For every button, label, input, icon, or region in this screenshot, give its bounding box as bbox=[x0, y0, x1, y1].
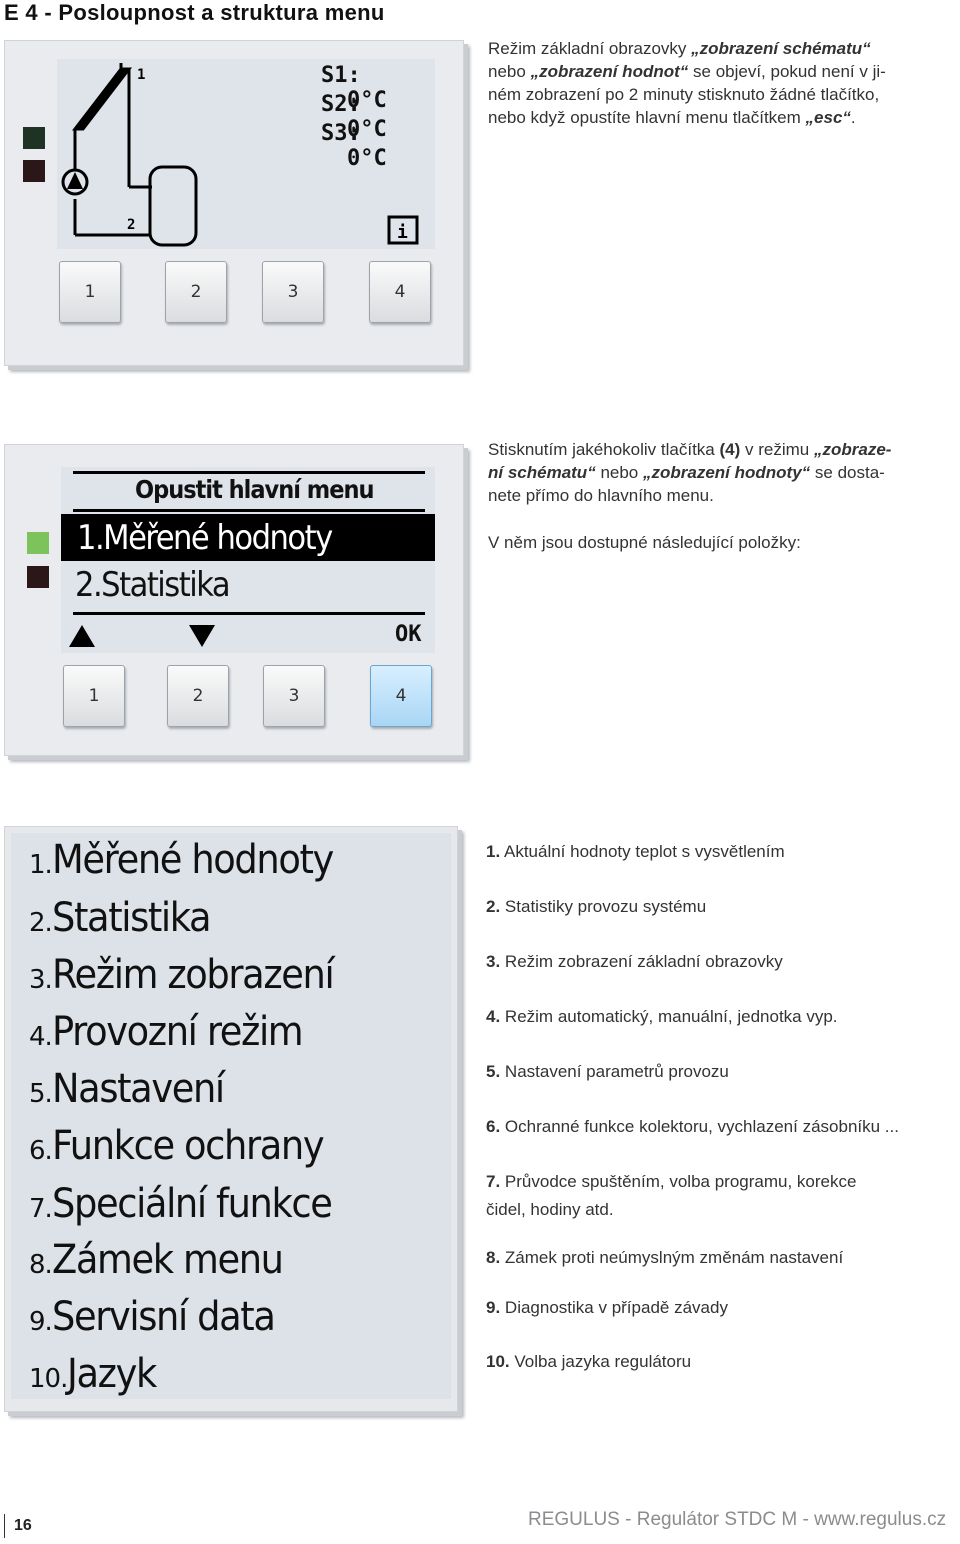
ok-label: OK bbox=[395, 622, 422, 647]
device-button-1[interactable]: 1 bbox=[63, 665, 125, 727]
description-text: Nastavení parametrů provozu bbox=[504, 1062, 729, 1081]
menu-description bbox=[486, 893, 956, 921]
menu-description bbox=[486, 838, 956, 866]
svg-text:i: i bbox=[397, 222, 408, 243]
menu-description bbox=[486, 1348, 956, 1376]
diagram-label-2: 2 bbox=[127, 217, 136, 233]
menu-description bbox=[486, 1003, 956, 1031]
lcd-screen-schematic bbox=[57, 59, 435, 249]
menu-list-item[interactable] bbox=[29, 1237, 302, 1283]
menu-item-label: Funkce ochrany bbox=[51, 1123, 324, 1169]
text-line: ném zobrazení po 2 minuty stisknuto žádné tlačítko, bbox=[488, 85, 880, 104]
sensor-value: 0°C bbox=[347, 88, 387, 113]
device-button-1[interactable]: 1 bbox=[59, 261, 121, 323]
device-button-3[interactable]: 3 bbox=[263, 665, 325, 727]
device-button-3[interactable]: 3 bbox=[262, 261, 324, 323]
menu-item-label: Jazyk bbox=[67, 1351, 157, 1397]
menu-description bbox=[486, 1294, 956, 1322]
menu-item-label: Servisní data bbox=[51, 1294, 275, 1340]
menu-list-item[interactable] bbox=[29, 895, 224, 941]
menu-list-item[interactable] bbox=[29, 1066, 239, 1112]
menu-item-selected[interactable] bbox=[61, 514, 435, 561]
lcd-screen-menu-list bbox=[11, 833, 451, 1399]
lcd-screen-menu bbox=[61, 467, 435, 653]
sensor-row-s3 bbox=[321, 121, 435, 171]
info-icon bbox=[389, 217, 417, 243]
sensor-value: 0°C bbox=[347, 117, 387, 142]
footer-brand: REGULUS - Regulátor STDC M - www.regulus.cz bbox=[528, 1509, 947, 1530]
menu-description bbox=[486, 1113, 956, 1141]
description-text: Diagnostika v případě závady bbox=[504, 1298, 728, 1317]
sensor-label: S3: bbox=[321, 121, 361, 146]
menu-item-number: 10. bbox=[29, 1364, 68, 1394]
description-number: 8. bbox=[486, 1248, 501, 1267]
sensor-label: S2: bbox=[321, 92, 361, 117]
emphasis: „zobrazení schématu“ bbox=[691, 39, 871, 58]
text-line: ní schématu“ nebo „zobrazení hodnoty“ se dosta- bbox=[488, 463, 885, 482]
lcd-divider bbox=[73, 471, 425, 474]
intro-paragraph bbox=[488, 37, 953, 129]
menu-list-item[interactable] bbox=[29, 1181, 356, 1227]
text-line: V něm jsou dostupné následující položky: bbox=[488, 533, 801, 552]
pump-icon bbox=[63, 170, 87, 194]
page-number: 16 bbox=[14, 1517, 32, 1534]
text-line: Stisknutím jakéhokoliv tlačítka (4) v režimu „zobraze- bbox=[488, 440, 892, 459]
description-number: 3. bbox=[486, 952, 501, 971]
text-line: nebo „zobrazení hodnot“ se objeví, pokud není v ji- bbox=[488, 62, 886, 81]
description-number: 10. bbox=[486, 1352, 510, 1371]
status-led-2 bbox=[27, 566, 49, 588]
menu-list-item[interactable] bbox=[29, 1123, 347, 1169]
menu-item-number: 9. bbox=[29, 1307, 52, 1337]
menu-item-number: 7. bbox=[29, 1194, 52, 1224]
menu-item-label: Nastavení bbox=[51, 1066, 224, 1112]
menu-item[interactable]: 2.Statistika bbox=[75, 565, 230, 605]
description-text: Režim automatický, manuální, jednotka vyp. bbox=[504, 1007, 838, 1026]
menu-list-item[interactable] bbox=[29, 1009, 324, 1055]
diagram-label-1: 1 bbox=[137, 67, 146, 83]
footer-rule bbox=[4, 1514, 5, 1538]
description-text-continued: čidel, hodiny atd. bbox=[486, 1200, 614, 1219]
menu-description bbox=[486, 948, 956, 976]
description-number: 5. bbox=[486, 1062, 501, 1081]
section-heading: E 4 - Posloupnost a struktura menu bbox=[4, 0, 385, 25]
menu-item-label: Statistika bbox=[51, 895, 211, 941]
status-led-1 bbox=[23, 127, 45, 149]
description-number: 7. bbox=[486, 1172, 501, 1191]
device-button-2[interactable]: 2 bbox=[165, 261, 227, 323]
down-arrow-icon bbox=[189, 625, 215, 647]
lcd-divider bbox=[73, 612, 425, 615]
text-line: nebo když opustíte hlavní menu tlačítkem „esc“. bbox=[488, 108, 856, 127]
menu-item-label: Speciální funkce bbox=[51, 1181, 332, 1227]
status-led-2 bbox=[23, 160, 45, 182]
menu-item-number: 4. bbox=[29, 1022, 52, 1052]
menu-item-label: Zámek menu bbox=[51, 1237, 283, 1283]
menu-item-number: 8. bbox=[29, 1250, 52, 1280]
menu-item-number: 5. bbox=[29, 1079, 52, 1109]
text-line: Režim základní obrazovky „zobrazení schématu“ bbox=[488, 39, 871, 58]
menu-item-label: 1.Měřené hodnoty bbox=[77, 518, 332, 558]
device-panel-schematic bbox=[4, 40, 464, 366]
description-text: Průvodce spuštěním, volba programu, korekce bbox=[504, 1172, 857, 1191]
menu-list-item[interactable] bbox=[29, 1351, 164, 1397]
description-text: Zámek proti neúmyslným změnám nastavení bbox=[504, 1248, 844, 1267]
lcd-divider bbox=[73, 509, 425, 512]
menu-description bbox=[486, 1244, 956, 1272]
menu-list-item[interactable] bbox=[29, 1294, 294, 1340]
menu-intro-paragraph bbox=[488, 438, 953, 554]
text-line: nete přímo do hlavního menu. bbox=[488, 486, 714, 505]
emphasis: „esc“ bbox=[805, 108, 851, 127]
description-text: Aktuální hodnoty teplot s vysvětlením bbox=[503, 842, 785, 861]
up-arrow-icon bbox=[69, 625, 95, 647]
device-panel-menu-list bbox=[4, 826, 458, 1412]
description-number: 2. bbox=[486, 897, 501, 916]
menu-description bbox=[486, 1058, 956, 1086]
menu-item-number: 6. bbox=[29, 1136, 52, 1166]
menu-title: Opustit hlavní menu bbox=[135, 475, 374, 504]
description-text: Režim zobrazení základní obrazovky bbox=[504, 952, 783, 971]
status-led-1 bbox=[27, 532, 49, 554]
description-text: Ochranné funkce kolektoru, vychlazení zásobníku ... bbox=[504, 1117, 899, 1136]
sensor-value: 0°C bbox=[347, 146, 387, 171]
menu-description bbox=[486, 1168, 956, 1224]
description-text: Statistiky provozu systému bbox=[504, 897, 707, 916]
menu-item-number: 2. bbox=[29, 908, 52, 938]
description-number: 4. bbox=[486, 1007, 501, 1026]
description-text: Volba jazyka regulátoru bbox=[514, 1352, 692, 1371]
device-button-2[interactable]: 2 bbox=[167, 665, 229, 727]
device-panel-main-menu bbox=[4, 444, 464, 756]
device-button-4[interactable]: 4 bbox=[369, 261, 431, 323]
description-number: 6. bbox=[486, 1117, 501, 1136]
menu-item-label: Měřené hodnoty bbox=[51, 837, 333, 883]
menu-item-number: 1. bbox=[29, 850, 52, 880]
description-number: 1. bbox=[486, 842, 501, 861]
device-button-4[interactable]: 4 bbox=[370, 665, 432, 727]
sensor-label: S1: bbox=[321, 63, 361, 88]
menu-item-number: 3. bbox=[29, 965, 52, 995]
menu-list-item[interactable] bbox=[29, 952, 358, 998]
menu-list-item[interactable] bbox=[29, 837, 357, 883]
description-number: 9. bbox=[486, 1298, 501, 1317]
menu-item-label: Provozní režim bbox=[51, 1009, 303, 1055]
menu-item-label: Režim zobrazení bbox=[51, 952, 334, 998]
emphasis: „zobrazení hodnot“ bbox=[530, 62, 689, 81]
